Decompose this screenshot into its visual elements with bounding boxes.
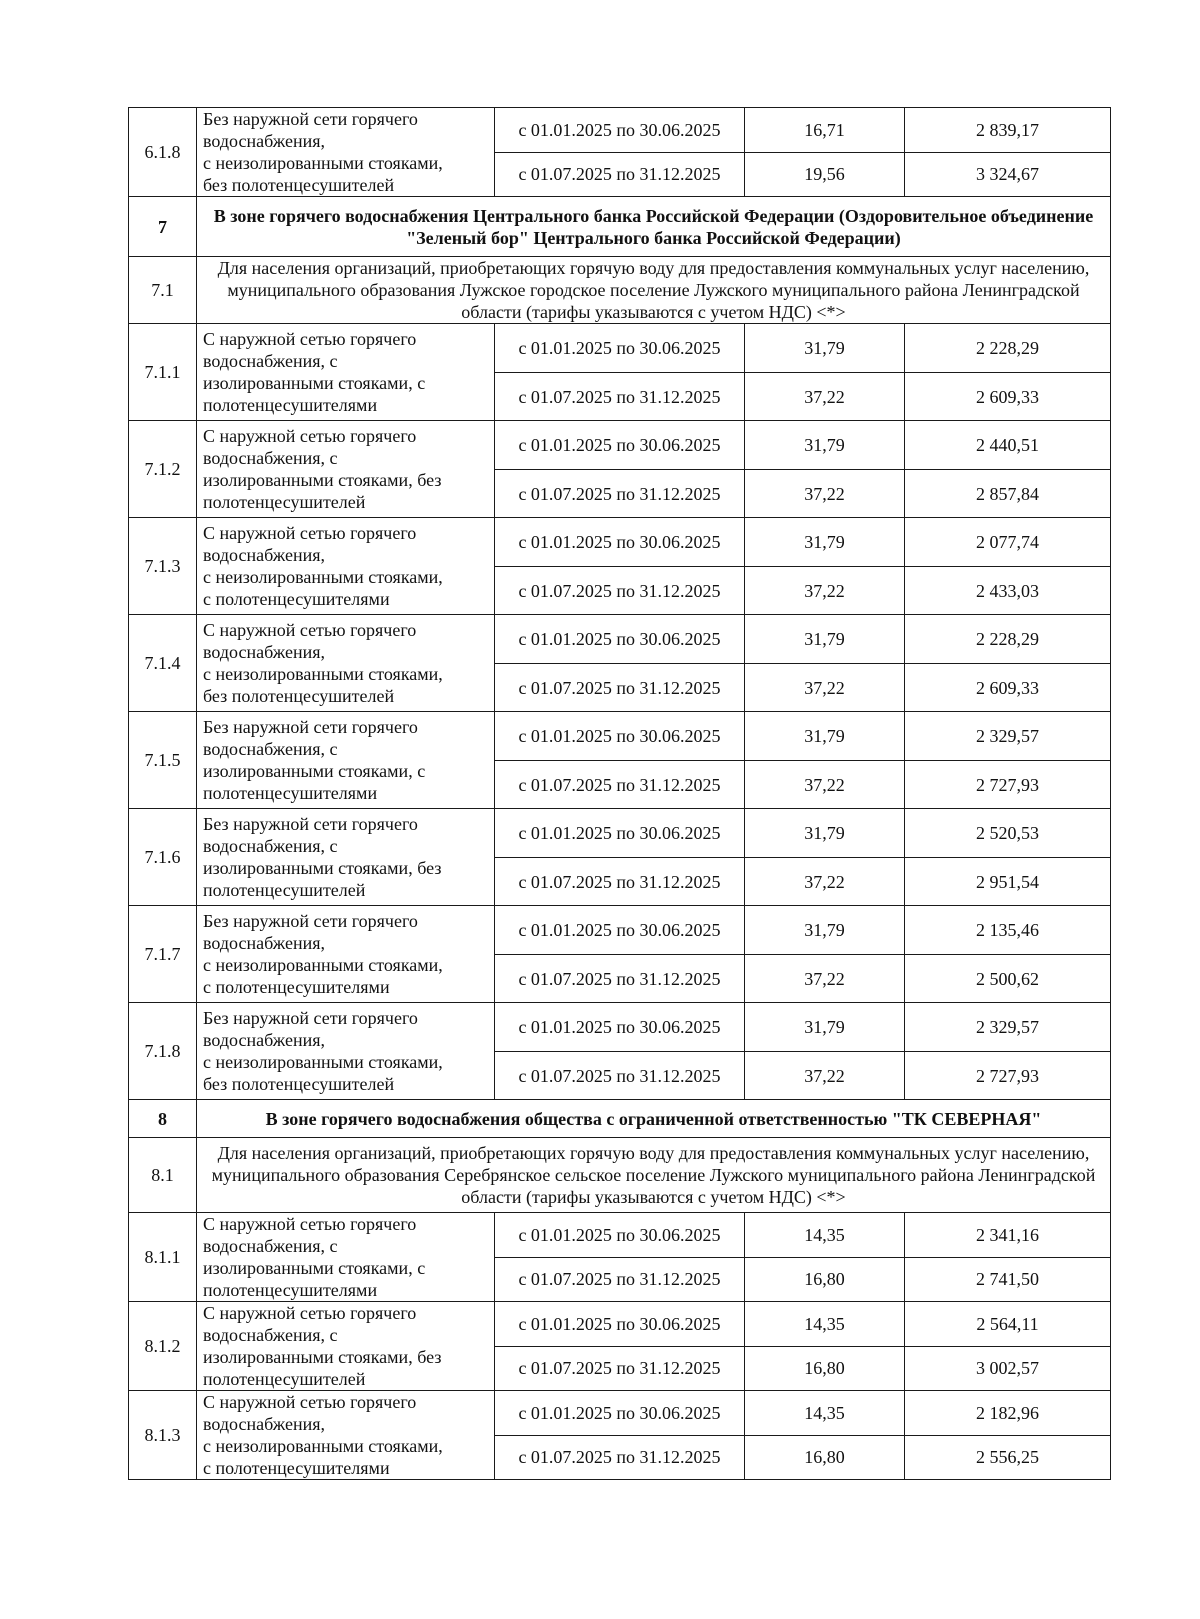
description-line: Без наружной сети горячего (203, 717, 418, 737)
component-value: 37,22 (745, 858, 905, 906)
component-value: 31,79 (745, 809, 905, 858)
description-line: С наружной сетью горячего (203, 1214, 417, 1234)
row-code: 6.1.8 (129, 108, 197, 197)
description-line: полотенцесушителями (203, 395, 378, 415)
tariff-table-body (129, 108, 1111, 1480)
description-line: Без наружной сети горячего (203, 109, 418, 129)
period-cell: с 01.07.2025 по 31.12.2025 (495, 567, 745, 615)
tariff-value: 2 440,51 (905, 421, 1111, 470)
period-cell: с 01.01.2025 по 30.06.2025 (495, 1213, 745, 1258)
tariff-row (129, 108, 1111, 153)
row-description (197, 809, 495, 906)
component-value: 14,35 (745, 1302, 905, 1347)
row-code: 8.1.3 (129, 1391, 197, 1480)
component-value: 37,22 (745, 470, 905, 518)
tariff-value: 2 433,03 (905, 567, 1111, 615)
description-line: водоснабжения, с (203, 1236, 338, 1256)
period-cell: с 01.01.2025 по 30.06.2025 (495, 1302, 745, 1347)
tariff-value: 2 609,33 (905, 664, 1111, 712)
row-description (197, 615, 495, 712)
description-line: водоснабжения, с (203, 739, 338, 759)
description-line: водоснабжения, (203, 545, 326, 565)
component-value: 31,79 (745, 615, 905, 664)
component-value: 16,80 (745, 1257, 905, 1302)
period-cell: с 01.01.2025 по 30.06.2025 (495, 324, 745, 373)
period-cell: с 01.01.2025 по 30.06.2025 (495, 712, 745, 761)
component-value: 16,80 (745, 1435, 905, 1480)
tariff-value: 2 228,29 (905, 324, 1111, 373)
tariff-row (129, 906, 1111, 955)
row-code: 8.1.2 (129, 1302, 197, 1391)
row-description (197, 108, 495, 197)
subsection-header-title: Для населения организаций, приобретающих горячую воду для предоставления коммунальных услуг населению, муниципального образования Лужское городское поселение Лужского муниципального района Ленинградской области (тарифы указываются с учетом НДС) <*> (197, 257, 1111, 324)
description-line: Без наружной сети горячего (203, 814, 418, 834)
row-description (197, 1302, 495, 1391)
section-header (129, 1100, 1111, 1138)
period-cell: с 01.07.2025 по 31.12.2025 (495, 664, 745, 712)
component-value: 16,71 (745, 108, 905, 153)
period-cell: с 01.07.2025 по 31.12.2025 (495, 955, 745, 1003)
component-value: 37,22 (745, 373, 905, 421)
component-value: 16,80 (745, 1346, 905, 1391)
description-line: водоснабжения, (203, 131, 326, 151)
row-description (197, 1003, 495, 1100)
row-code: 7.1.1 (129, 324, 197, 421)
description-line: с полотенцесушителями (203, 589, 390, 609)
period-cell: с 01.07.2025 по 31.12.2025 (495, 1346, 745, 1391)
period-cell: с 01.01.2025 по 30.06.2025 (495, 906, 745, 955)
row-code: 7.1.2 (129, 421, 197, 518)
description-line: С наружной сетью горячего (203, 1392, 417, 1412)
period-cell: с 01.01.2025 по 30.06.2025 (495, 809, 745, 858)
tariff-value: 2 951,54 (905, 858, 1111, 906)
description-line: без полотенцесушителей (203, 686, 395, 706)
subsection-header-code: 7.1 (129, 257, 197, 324)
description-line: с полотенцесушителями (203, 977, 390, 997)
tariff-row (129, 1391, 1111, 1436)
row-code: 7.1.4 (129, 615, 197, 712)
tariff-row (129, 1302, 1111, 1347)
tariff-row (129, 421, 1111, 470)
component-value: 31,79 (745, 906, 905, 955)
tariff-value: 3 324,67 (905, 152, 1111, 197)
component-value: 14,35 (745, 1391, 905, 1436)
description-line: полотенцесушителей (203, 880, 366, 900)
row-description (197, 421, 495, 518)
description-line: С наружной сетью горячего (203, 329, 417, 349)
row-description (197, 324, 495, 421)
row-description (197, 1213, 495, 1302)
section-header-code: 7 (129, 197, 197, 257)
description-line: с неизолированными стояками, (203, 1436, 443, 1456)
description-line: с неизолированными стояками, (203, 567, 443, 587)
tariff-value: 2 727,93 (905, 761, 1111, 809)
period-cell: с 01.01.2025 по 30.06.2025 (495, 108, 745, 153)
description-line: без полотенцесушителей (203, 1074, 395, 1094)
description-line: изолированными стояками, без (203, 1347, 442, 1367)
row-code: 7.1.6 (129, 809, 197, 906)
row-description (197, 1391, 495, 1480)
description-line: с неизолированными стояками, (203, 664, 443, 684)
description-line: изолированными стояками, без (203, 858, 442, 878)
tariff-row (129, 324, 1111, 373)
period-cell: с 01.07.2025 по 31.12.2025 (495, 1257, 745, 1302)
tariff-row (129, 518, 1111, 567)
row-code: 7.1.3 (129, 518, 197, 615)
component-value: 37,22 (745, 664, 905, 712)
component-value: 31,79 (745, 421, 905, 470)
description-line: изолированными стояками, без (203, 470, 442, 490)
tariff-row (129, 809, 1111, 858)
subsection-header (129, 1138, 1111, 1213)
tariff-table (128, 107, 1111, 1480)
tariff-value: 2 556,25 (905, 1435, 1111, 1480)
tariff-value: 2 741,50 (905, 1257, 1111, 1302)
description-line: полотенцесушителей (203, 1369, 366, 1389)
row-code: 7.1.5 (129, 712, 197, 809)
description-line: Без наружной сети горячего (203, 911, 418, 931)
tariff-row (129, 1003, 1111, 1052)
section-header-title: В зоне горячего водоснабжения Центрального банка Российской Федерации (Оздоровительное объединение "Зеленый бор" Центрального банка Российской Федерации) (197, 197, 1111, 257)
period-cell: с 01.07.2025 по 31.12.2025 (495, 373, 745, 421)
period-cell: с 01.07.2025 по 31.12.2025 (495, 761, 745, 809)
tariff-value: 2 228,29 (905, 615, 1111, 664)
description-line: изолированными стояками, с (203, 1258, 426, 1278)
section-header-title: В зоне горячего водоснабжения общества с ограниченной ответственностью "ТК СЕВЕРНАЯ" (197, 1100, 1111, 1138)
component-value: 31,79 (745, 518, 905, 567)
tariff-row (129, 615, 1111, 664)
tariff-value: 2 857,84 (905, 470, 1111, 518)
section-header-code: 8 (129, 1100, 197, 1138)
period-cell: с 01.01.2025 по 30.06.2025 (495, 615, 745, 664)
tariff-value: 2 135,46 (905, 906, 1111, 955)
description-line: водоснабжения, (203, 1030, 326, 1050)
tariff-value: 2 839,17 (905, 108, 1111, 153)
row-description (197, 518, 495, 615)
period-cell: с 01.01.2025 по 30.06.2025 (495, 1003, 745, 1052)
component-value: 19,56 (745, 152, 905, 197)
description-line: без полотенцесушителей (203, 175, 395, 195)
period-cell: с 01.01.2025 по 30.06.2025 (495, 518, 745, 567)
row-description (197, 712, 495, 809)
period-cell: с 01.07.2025 по 31.12.2025 (495, 858, 745, 906)
component-value: 31,79 (745, 712, 905, 761)
tariff-value: 3 002,57 (905, 1346, 1111, 1391)
tariff-value: 2 182,96 (905, 1391, 1111, 1436)
tariff-value: 2 520,53 (905, 809, 1111, 858)
component-value: 37,22 (745, 955, 905, 1003)
component-value: 31,79 (745, 324, 905, 373)
tariff-value: 2 341,16 (905, 1213, 1111, 1258)
description-line: водоснабжения, (203, 1414, 326, 1434)
tariff-value: 2 727,93 (905, 1052, 1111, 1100)
tariff-value: 2 329,57 (905, 712, 1111, 761)
description-line: изолированными стояками, с (203, 761, 426, 781)
description-line: С наружной сетью горячего (203, 426, 417, 446)
row-description (197, 906, 495, 1003)
row-code: 8.1.1 (129, 1213, 197, 1302)
description-line: полотенцесушителей (203, 492, 366, 512)
period-cell: с 01.07.2025 по 31.12.2025 (495, 152, 745, 197)
description-line: водоснабжения, с (203, 351, 338, 371)
period-cell: с 01.07.2025 по 31.12.2025 (495, 1435, 745, 1480)
description-line: изолированными стояками, с (203, 373, 426, 393)
component-value: 14,35 (745, 1213, 905, 1258)
subsection-header (129, 257, 1111, 324)
tariff-value: 2 077,74 (905, 518, 1111, 567)
description-line: водоснабжения, с (203, 448, 338, 468)
component-value: 37,22 (745, 761, 905, 809)
description-line: водоснабжения, (203, 642, 326, 662)
period-cell: с 01.07.2025 по 31.12.2025 (495, 1052, 745, 1100)
period-cell: с 01.07.2025 по 31.12.2025 (495, 470, 745, 518)
component-value: 37,22 (745, 1052, 905, 1100)
section-header (129, 197, 1111, 257)
description-line: с неизолированными стояками, (203, 1052, 443, 1072)
description-line: полотенцесушителями (203, 1280, 378, 1300)
description-line: полотенцесушителями (203, 783, 378, 803)
description-line: С наружной сетью горячего (203, 1303, 417, 1323)
period-cell: с 01.01.2025 по 30.06.2025 (495, 1391, 745, 1436)
description-line: с полотенцесушителями (203, 1458, 390, 1478)
subsection-header-code: 8.1 (129, 1138, 197, 1213)
tariff-value: 2 329,57 (905, 1003, 1111, 1052)
description-line: водоснабжения, с (203, 1325, 338, 1345)
tariff-value: 2 500,62 (905, 955, 1111, 1003)
description-line: с неизолированными стояками, (203, 153, 443, 173)
row-code: 7.1.7 (129, 906, 197, 1003)
tariff-row (129, 712, 1111, 761)
component-value: 31,79 (745, 1003, 905, 1052)
period-cell: с 01.01.2025 по 30.06.2025 (495, 421, 745, 470)
description-line: водоснабжения, (203, 933, 326, 953)
tariff-value: 2 564,11 (905, 1302, 1111, 1347)
tariff-row (129, 1213, 1111, 1258)
description-line: Без наружной сети горячего (203, 1008, 418, 1028)
tariff-value: 2 609,33 (905, 373, 1111, 421)
description-line: водоснабжения, с (203, 836, 338, 856)
subsection-header-title: Для населения организаций, приобретающих горячую воду для предоставления коммунальных услуг населению, муниципального образования Серебрянское сельское поселение Лужского муниципального района Ленинградской области (тарифы указываются с учетом НДС) <*> (197, 1138, 1111, 1213)
row-code: 7.1.8 (129, 1003, 197, 1100)
description-line: С наружной сетью горячего (203, 620, 417, 640)
description-line: с неизолированными стояками, (203, 955, 443, 975)
component-value: 37,22 (745, 567, 905, 615)
description-line: С наружной сетью горячего (203, 523, 417, 543)
